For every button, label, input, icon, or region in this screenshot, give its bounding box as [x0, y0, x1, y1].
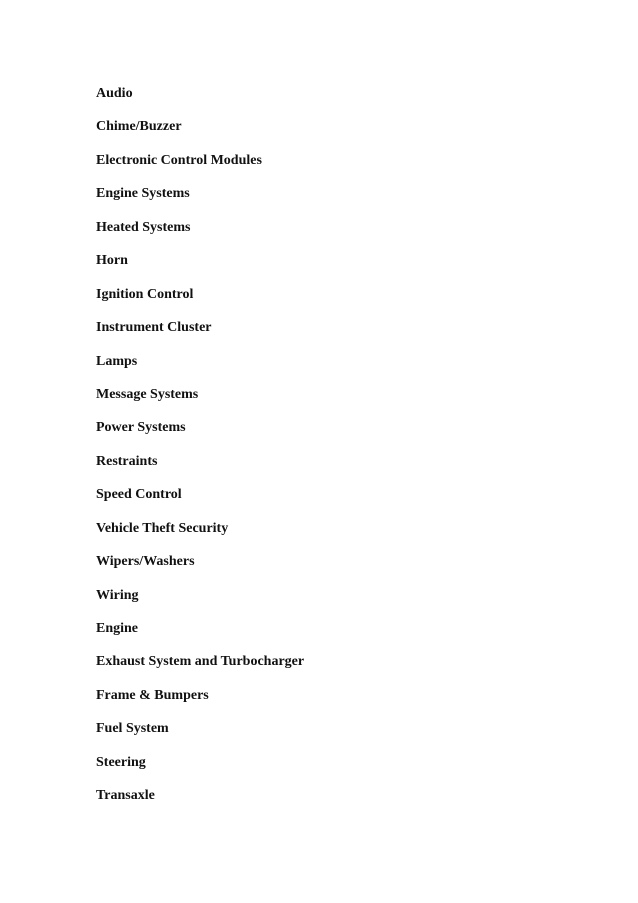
list-item: Message Systems — [96, 386, 199, 402]
list-item: Wipers/Washers — [96, 554, 195, 570]
list-item: Restraints — [96, 453, 158, 469]
list-item: Speed Control — [96, 487, 182, 503]
list-item: Lamps — [96, 353, 138, 369]
list-item: Instrument Cluster — [96, 320, 212, 336]
list-item: Transaxle — [96, 788, 155, 804]
list-item: Ignition Control — [96, 286, 194, 302]
list-item: Electronic Control Modules — [96, 152, 262, 168]
list-item: Exhaust System and Turbocharger — [96, 654, 305, 670]
section-list — [96, 85, 304, 821]
list-item: Vehicle Theft Security — [96, 520, 229, 536]
list-item: Horn — [96, 253, 128, 269]
list-item: Steering — [96, 754, 146, 770]
list-item: Heated Systems — [96, 219, 191, 235]
list-item: Engine — [96, 621, 139, 636]
list-item: Power Systems — [96, 420, 186, 436]
list-item: Fuel System — [96, 721, 169, 737]
list-item: Frame & Bumpers — [96, 687, 209, 703]
list-item: Engine Systems — [96, 186, 190, 202]
list-item: Audio — [96, 86, 133, 101]
list-item: Wiring — [96, 587, 139, 603]
list-item: Chime/Buzzer — [96, 119, 182, 135]
